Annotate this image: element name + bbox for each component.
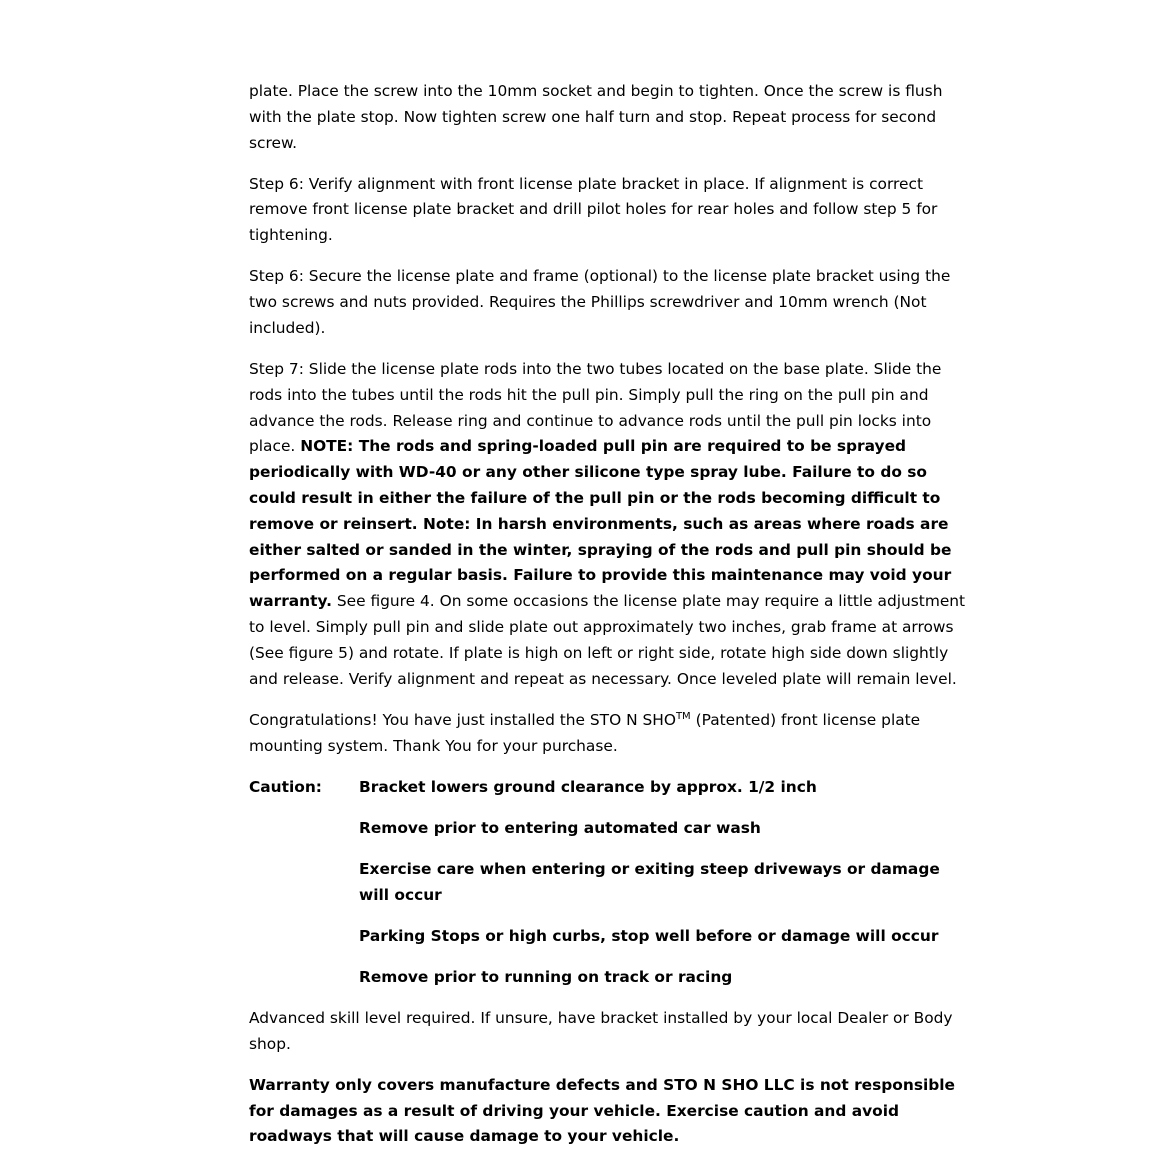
caution-label-spacer	[249, 816, 359, 842]
caution-label-spacer	[249, 857, 359, 909]
paragraph-screw-tightening: plate. Place the screw into the 10mm socket and begin to tighten. Once the screw is flush with the plate stop. Now tighten screw one half turn and stop. Repeat process for second screw.	[249, 82, 943, 152]
caution-item-text: Remove prior to running on track or racing	[359, 967, 733, 986]
paragraph-step-6-secure-plate: Step 6: Secure the license plate and frame (optional) to the license plate bracket using the two screws and nuts provided. Requires the Phillips screwdriver and 10mm wrench (Not included).	[249, 267, 951, 337]
caution-label-spacer	[249, 965, 359, 991]
paragraph-step-6-alignment: Step 6: Verify alignment with front license plate bracket in place. If alignment is correct remove front license plate bracket and drill pilot holes for rear holes and follow step 5 for tightening.	[249, 174, 938, 245]
caution-item	[249, 775, 969, 801]
paragraph-warranty-disclaimer: Warranty only covers manufacture defects and STO N SHO LLC is not responsible for damages as a result of driving your vehicle. Exercise caution and avoid roadways that will cause damage to your vehicle.	[249, 1075, 955, 1146]
caution-item-text: Bracket lowers ground clearance by approx. 1/2 inch	[359, 777, 817, 796]
congratulations-text-end: (Patented) front license plate mounting system. Thank You for your purchase.	[249, 710, 921, 755]
caution-label-spacer	[249, 924, 359, 950]
trademark-mark: TM	[675, 710, 691, 722]
caution-item	[249, 965, 969, 991]
caution-label: Caution:	[249, 777, 322, 796]
document-page	[249, 79, 969, 1165]
caution-item	[249, 924, 969, 950]
paragraph-skill-level: Advanced skill level required. If unsure, have bracket installed by your local Dealer or Body shop.	[249, 1008, 953, 1053]
maintenance-note: NOTE: The rods and spring-loaded pull pin are required to be sprayed periodically with WD-40 or any other silicone type spray lube. Failure to do so could result in either the failure of the pull pin or the rods becoming difficult to remove or reinsert. Note: In harsh environments, such as areas where roads are either salted or sanded in the winter, spraying of the rods and pull pin should be performed on a regular basis. Failure to provide this maintenance may void your warranty.	[249, 437, 952, 611]
congratulations-text: Congratulations! You have just installed the STO N SHO	[249, 710, 676, 729]
caution-item	[249, 816, 969, 842]
paragraph-congratulations	[249, 708, 969, 760]
caution-item-text: Remove prior to entering automated car wash	[359, 818, 761, 837]
step-7-adjustment-text: See figure 4. On some occasions the license plate may require a little adjustment to level. Simply pull pin and slide plate out approximately two inches, grab frame at arrows (See figure 5) and rotate. If plate is high on left or right side, rotate high side down slightly and release. Verify alignment and repeat as necessary. Once leveled plate will remain level.	[249, 592, 966, 688]
caution-item-text: Parking Stops or high curbs, stop well before or damage will occur	[359, 926, 939, 945]
paragraph-step-7	[249, 357, 969, 692]
caution-item	[249, 857, 969, 909]
step-7-intro-text: Step 7: Slide the license plate rods into the two tubes located on the base plate. Slide the rods into the tubes until the rods hit the pull pin. Simply pull the ring on the pull pin and advance the rods. Release ring and continue to advance rods until the pull pin locks into place.	[249, 360, 942, 456]
caution-item-text: Exercise care when entering or exiting steep driveways or damage will occur	[359, 859, 940, 904]
